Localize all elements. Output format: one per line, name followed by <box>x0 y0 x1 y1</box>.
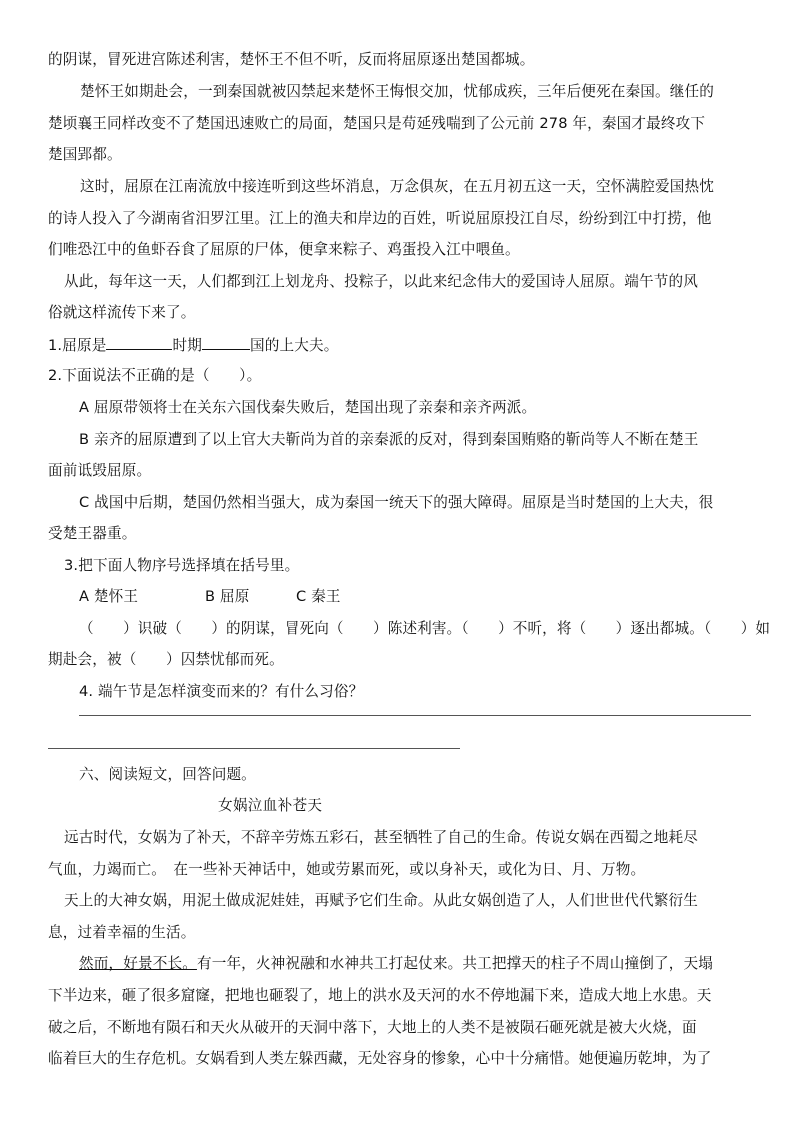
passage-line <box>79 954 713 974</box>
question-1 <box>48 335 338 356</box>
answer-blank-period[interactable] <box>106 335 172 350</box>
passage-line: 的阴谋，冒死进宫陈述利害，楚怀王不但不听，反而将屈原逐出楚国都城。 <box>48 51 535 68</box>
answer-line[interactable] <box>48 748 460 749</box>
passage-line: 气血，力竭而亡。 在一些补天神话中，她或劳累而死，或以身补天，或化为日、月、万物。 <box>48 861 646 878</box>
passage-line: 临着巨大的生存危机。女娲看到人类左躲西藏，无处容身的惨象，心中十分痛惜。她便遍历乾坤，为了 <box>48 1050 712 1067</box>
passage-line: 这时，屈原在江南流放中接连听到这些坏消息，万念俱灰，在五月初五这一天，空怀满腔爱国热忱 <box>80 178 714 195</box>
question-1-prefix: 1.屈原是 <box>48 337 107 354</box>
answer-blank-state[interactable] <box>202 335 250 350</box>
passage-title: 女娲泣血补苍天 <box>218 797 323 814</box>
option-b-cont: 面前诋毁屈原。 <box>48 462 152 479</box>
passage-text: 有一年，火神祝融和水神共工打起仗来。共工把撑天的柱子不周山撞倒了，天塌 <box>196 955 713 972</box>
passage-line: 下半边来，砸了很多窟窿，把地也砸裂了，地上的洪水及天河的水不停地漏下来，造成大地上水患。天 <box>48 987 712 1004</box>
question-1-suffix: 国的上大夫。 <box>249 337 339 354</box>
passage-line: 俗就这样流传下来了。 <box>48 304 196 321</box>
question-1-mid: 时期 <box>172 337 202 354</box>
passage-line: 天上的大神女娲，用泥土做成泥娃娃，再赋予它们生命。从此女娲创造了人，人们世世代代繁衍生 <box>64 892 698 909</box>
passage-line: 远古时代，女娲为了补天，不辞辛劳炼五彩石，甚至牺牲了自己的生命。传说女娲在西蜀之地耗尽 <box>64 829 698 846</box>
answer-line[interactable] <box>79 715 751 716</box>
option-c: C 战国中后期，楚国仍然相当强大，成为秦国一统天下的强大障碍。屈原是当时楚国的上大夫，很 <box>79 494 714 511</box>
question-2-stem: 2.下面说法不正确的是（ ）。 <box>48 367 262 384</box>
choice-c: C 秦王 <box>296 588 341 605</box>
option-c-cont: 受楚王器重。 <box>48 525 137 542</box>
question-3-stem: 3.把下面人物序号选择填在括号里。 <box>64 557 300 574</box>
passage-line: 破之后，不断地有陨石和天火从破开的天洞中落下，大地上的人类不是被陨石砸死就是被大火烧，面 <box>48 1019 697 1036</box>
passage-line: 楚怀王如期赴会，一到秦国就被囚禁起来楚怀王悔恨交加，忧郁成疾，三年后便死在秦国。继任的 <box>80 83 714 100</box>
passage-line: 从此，每年这一天，人们都到江上划龙舟、投粽子，以此来纪念伟大的爱国诗人屈原。端午节的风 <box>64 273 698 290</box>
question-3-fill-line[interactable]: （ ）识破（ ）的阴谋，冒死向（ ）陈述利害。（ ）不听，将（ ）逐出都城。（ ）如 <box>79 620 771 637</box>
passage-line: 楚国郢都。 <box>48 146 122 163</box>
underlined-sentence: 然而，好景不长。 <box>79 955 197 972</box>
passage-line: 们唯恐江中的鱼虾吞食了屈原的尸体，便拿来粽子、鸡蛋投入江中喂鱼。 <box>48 241 520 258</box>
passage-line: 息，过着幸福的生活。 <box>48 924 196 941</box>
question-4-stem: 4. 端午节是怎样演变而来的？有什么习俗？ <box>79 683 364 700</box>
question-3-fill-line[interactable]: 期赴会，被（ ）囚禁忧郁而死。 <box>48 651 284 668</box>
choice-a: A 楚怀王 <box>79 588 139 605</box>
passage-line: 的诗人投入了今湖南省汨罗江里。江上的渔夫和岸边的百姓，听说屈原投江自尽，纷纷到江中打捞，他 <box>48 210 712 227</box>
passage-line: 楚顷襄王同样改变不了楚国迅速败亡的局面，楚国只是苟延残喘到了公元前 278 年，秦国才最终攻下 <box>48 115 706 132</box>
option-b: B 亲齐的屈原遭到了以上官大夫靳尚为首的亲秦派的反对，得到秦国贿赂的靳尚等人不断在楚王 <box>79 431 699 448</box>
section-heading: 六、阅读短文，回答问题。 <box>79 766 256 783</box>
choice-b: B 屈原 <box>205 588 250 605</box>
option-a: A 屈原带领将士在关东六国伐秦失败后，楚国出现了亲秦和亲齐两派。 <box>79 399 537 416</box>
